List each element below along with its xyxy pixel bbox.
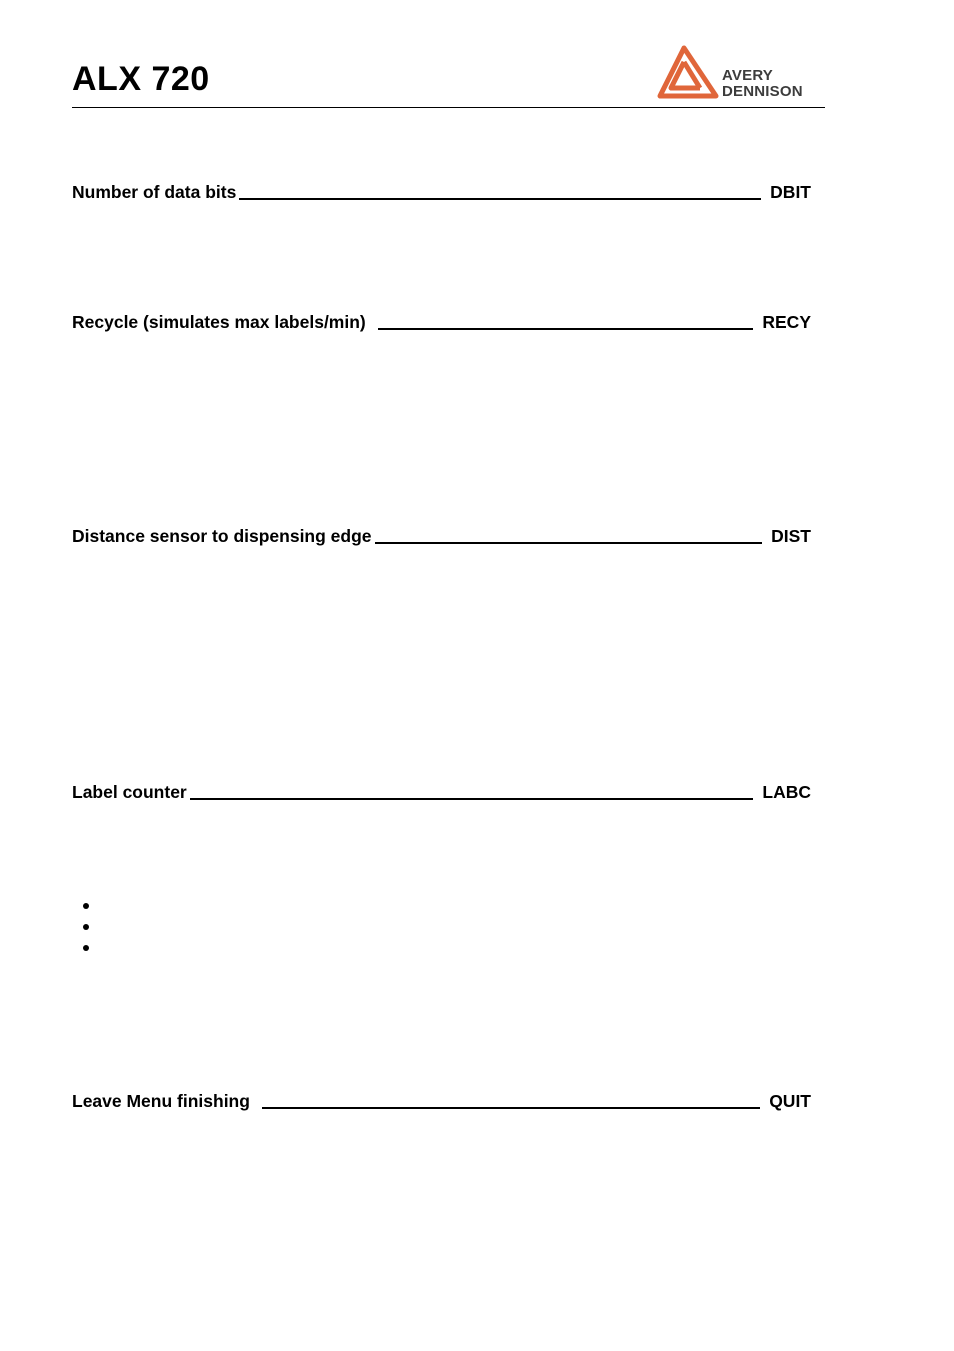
entry-label: Number of data bits [72, 182, 237, 202]
entry-code: QUIT [769, 1091, 811, 1111]
leader-line [378, 327, 754, 330]
entry-code: LABC [762, 782, 811, 802]
leader-line [190, 797, 754, 800]
entry-code: RECY [762, 312, 811, 332]
list-item [80, 896, 100, 917]
leader-line [262, 1106, 760, 1109]
entry-label: Recycle (simulates max labels/min) [72, 312, 366, 332]
company-logo [656, 44, 826, 102]
entry-label: Label counter [72, 782, 187, 802]
entry-code: DBIT [770, 182, 811, 202]
leader-line [239, 197, 761, 200]
menu-entry-dbit [72, 181, 811, 203]
menu-entry-dist [72, 525, 811, 547]
menu-entry-recy [72, 311, 811, 333]
logo-text-dennison: DENNISON [722, 83, 803, 100]
logo-text-avery: AVERY [722, 67, 774, 84]
entry-code: DIST [771, 526, 811, 546]
header-rule [72, 107, 825, 108]
entry-label: Distance sensor to dispensing edge [72, 526, 372, 546]
entry-label: Leave Menu finishing [72, 1091, 250, 1111]
menu-entry-labc [72, 781, 811, 803]
avery-dennison-logo-icon [656, 44, 720, 102]
list-item [80, 917, 100, 938]
list-item [80, 938, 100, 959]
leader-line [375, 541, 763, 544]
bullet-list [80, 896, 100, 959]
page-title: ALX 720 [72, 60, 210, 98]
menu-entry-quit [72, 1090, 811, 1112]
